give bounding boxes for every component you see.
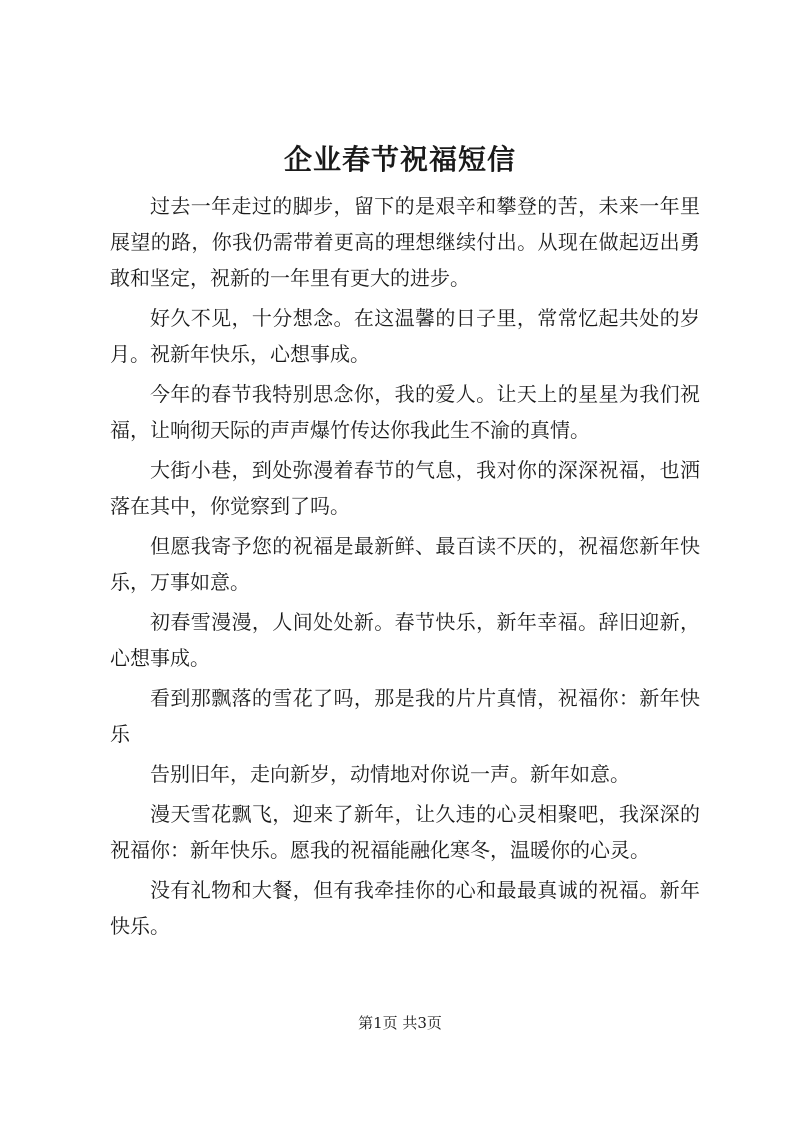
paragraph-10: 没有礼物和大餐，但有我牵挂你的心和最最真诚的祝福。新年快乐。: [110, 878, 700, 938]
paragraph-4: 大街小巷，到处弥漫着春节的气息，我对你的深深祝福，也洒落在其中，你觉察到了吗。: [110, 458, 700, 518]
paragraph-7: 看到那飘落的雪花了吗，那是我的片片真情，祝福你：新年快乐: [110, 686, 700, 746]
paragraph-8: 告别旧年，走向新岁，动情地对你说一声。新年如意。: [150, 762, 630, 786]
document-title: 企业春节祝福短信: [283, 143, 516, 176]
paragraph-9: 漫天雪花飘飞，迎来了新年，让久违的心灵相聚吧，我深深的祝福你：新年快乐。愿我的祝福能融化寒冬，温暖你的心灵。: [110, 802, 700, 862]
paragraph-5: 但愿我寄予您的祝福是最新鲜、最百读不厌的，祝福您新年快乐，万事如意。: [110, 534, 700, 594]
page-number-footer: 第1页 共3页: [358, 1014, 442, 1032]
document-body: [110, 188, 700, 948]
paragraph-2: 好久不见，十分想念。在这温馨的日子里，常常忆起共处的岁月。祝新年快乐，心想事成。: [110, 306, 700, 366]
paragraph-6: 初春雪漫漫，人间处处新。春节快乐，新年幸福。辞旧迎新，心想事成。: [110, 610, 700, 670]
paragraph-1: 过去一年走过的脚步，留下的是艰辛和攀登的苦，未来一年里展望的路，你我仍需带着更高的理想继续付出。从现在做起迈出勇敢和坚定，祝新的一年里有更大的进步。: [110, 194, 700, 290]
paragraph-3: 今年的春节我特别思念你，我的爱人。让天上的星星为我们祝福，让响彻天际的声声爆竹传达你我此生不渝的真情。: [110, 382, 700, 442]
